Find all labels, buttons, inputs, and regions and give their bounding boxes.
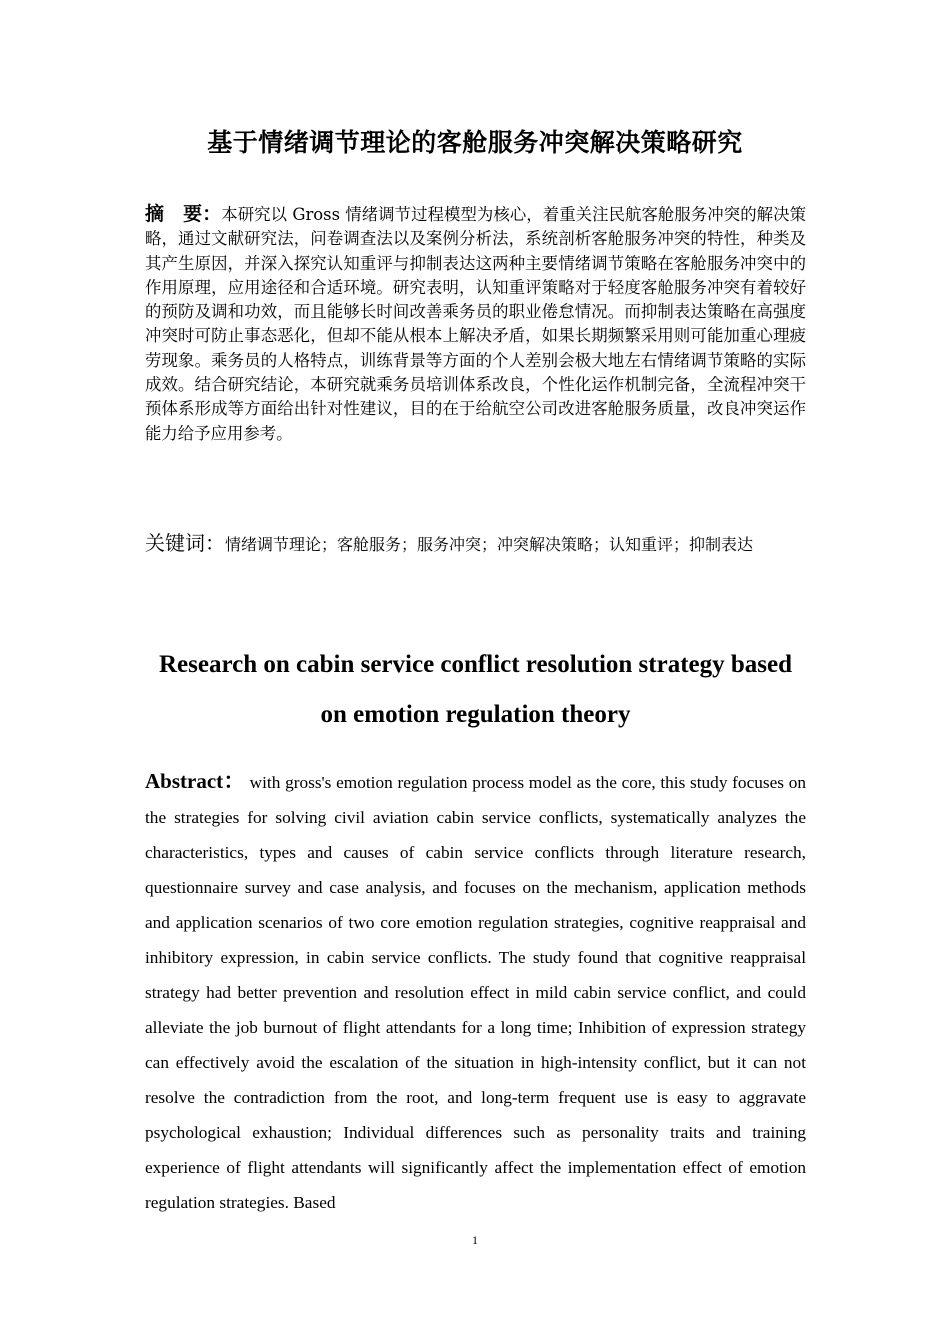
english-title: Research on cabin service conflict resolution strategy based on emotion regulation theory: [158, 651, 793, 728]
chinese-abstract-label: 摘 要：: [145, 203, 222, 225]
page-number: 1: [472, 1233, 478, 1247]
chinese-abstract-text: 本研究以 Gross 情绪调节过程模型为核心，着重关注民航客舱服务冲突的解决策略，通过文献研究法，问卷调查法以及案例分析法，系统剖析客舱服务冲突的特性，种类及其产生原因，并深入探究认知重评与抑制表达这两种主要情绪调节策略在客舱服务冲突中的作用原理，应用途径和合适环境。研究表明，认知重评策略对于轻度客舱服务冲突有着较好的预防及调和功效，而且能够长时间改善乘务员的职业倦怠情况。而抑制表达策略在高强度冲突时可防止事态恶化，但却不能从根本上解决矛盾，如果长期频繁采用则可能加重心理疲劳现象。乘务员的人格特点，训练背景等方面的个人差别会极大地左右情绪调节策略的实际成效。结合研究结论，本研究就乘务员培训体系改良，个性化运作机制完备，全流程冲突干预体系形成等方面给出针对性建议，目的在于给航空公司改进客舱服务质量，改良冲突运作能力给予应用参考。: [145, 205, 806, 443]
chinese-keywords-text: 情绪调节理论；客舱服务；服务冲突；冲突解决策略；认知重评；抑制表达: [225, 535, 754, 554]
chinese-keywords-label: 关键词：: [145, 531, 225, 555]
chinese-abstract: [145, 202, 806, 446]
chinese-keywords: [145, 526, 806, 562]
chinese-title: 基于情绪调节理论的客舱服务冲突解决策略研究: [207, 128, 743, 157]
english-abstract-text: with gross's emotion regulation process model as the core, this study focuses on the strategies for solving civil aviation cabin service conflicts, systematically analyzes the characteristics, types and causes of cabin service conflicts through literature research, questionnaire survey and case analysis, and focuses on the mechanism, application methods and application scenarios of two core emotion regulation strategies, cognitive reappraisal and inhibitory expression, in cabin service conflicts. The study found that cognitive reappraisal strategy had better prevention and resolution effect in mild cabin service conflict, and could alleviate the job burnout of flight attendants for a long time; Inhibition of expression strategy can effectively avoid the escalation of the situation in high-intensity conflict, but it can not resolve the contradiction from the root, and long-term frequent use is easy to aggravate psychological exhaustion; Individual differences such as personality traits and training experience of flight attendants will significantly affect the implementation effect of emotion regulation strategies. Based: [145, 773, 806, 1212]
english-abstract-label: Abstract：: [145, 769, 245, 793]
english-abstract: [145, 764, 806, 1220]
